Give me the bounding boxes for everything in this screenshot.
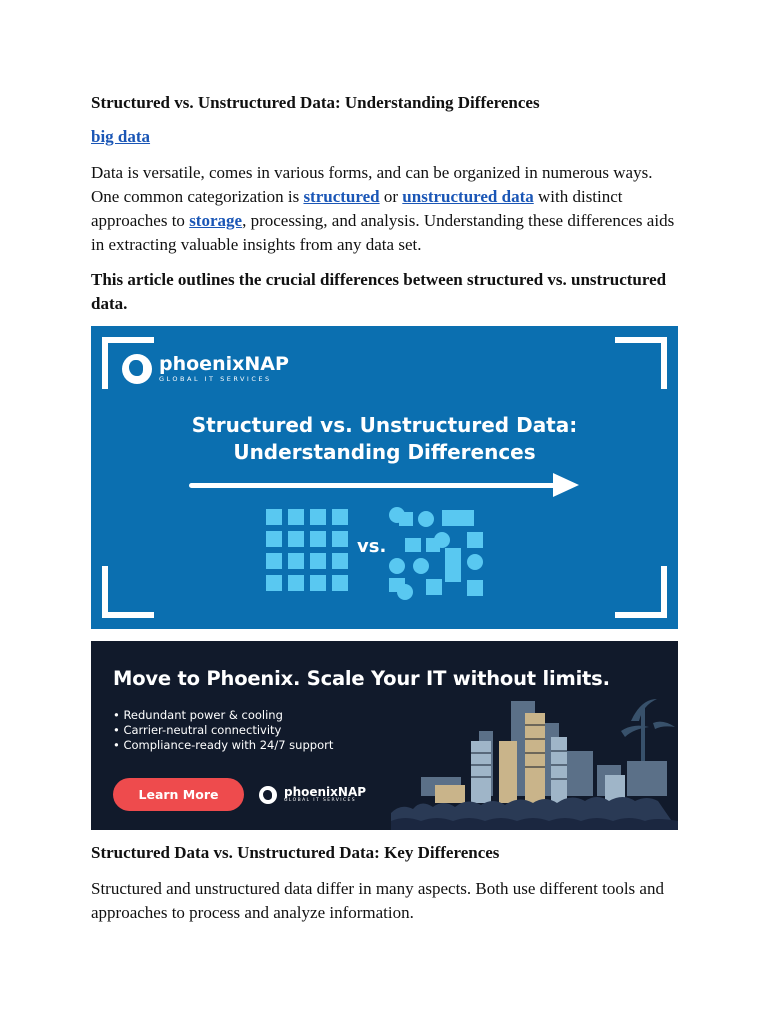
- intro-text-4: , processing, and analysis. Understanding these differences aids in extracting valuable insights from any data set.: [91, 211, 675, 254]
- lead-paragraph: This article outlines the crucial differences between structured vs. unstructured data.: [91, 270, 667, 313]
- arrow-icon: [189, 483, 559, 488]
- frame-corner-top-right: [615, 337, 667, 389]
- intro-paragraph: [91, 161, 681, 257]
- hero-banner-title: [91, 412, 678, 466]
- tag-link-big-data[interactable]: big data: [91, 127, 151, 146]
- intro-text-1: Data is versatile, comes in various forms, and can be organized in numerous ways. One common categorization is: [91, 163, 653, 206]
- phoenix-logo-icon: [259, 786, 277, 804]
- frame-corner-bottom-right: [615, 566, 667, 618]
- vs-label: vs.: [357, 536, 387, 557]
- intro-text-3: with distinct approaches to: [91, 187, 623, 230]
- logo-subtitle: GLOBAL IT SERVICES: [159, 375, 272, 384]
- hero-title-line-2: Understanding Differences: [233, 440, 536, 464]
- section-heading: Structured Data vs. Unstructured Data: Key Differences: [91, 843, 500, 862]
- logo-brand: phoenixNAP: [284, 785, 367, 800]
- logo-brand: phoenixNAP: [159, 353, 289, 376]
- intro-text-2: or: [379, 187, 403, 206]
- storage-link[interactable]: storage: [189, 211, 243, 230]
- phoenixnap-logo-small: [259, 786, 366, 804]
- city-skyline-illustration: [391, 661, 678, 830]
- learn-more-button[interactable]: Learn More: [113, 778, 244, 811]
- frame-corner-bottom-left: [102, 566, 154, 618]
- unstructured-data-link[interactable]: unstructured data: [402, 187, 534, 206]
- ad-bullet-item: • Compliance-ready with 24/7 support: [113, 738, 333, 753]
- logo-subtitle: GLOBAL IT SERVICES: [284, 798, 357, 804]
- ad-bullet-list: [113, 708, 333, 753]
- section-paragraph: Structured and unstructured data differ in many aspects. Both use different tools and approaches to process and analyze information.: [91, 879, 664, 922]
- structured-link[interactable]: structured: [303, 187, 380, 206]
- phoenix-logo-icon: [122, 354, 152, 384]
- arrow-head-icon: [553, 473, 579, 497]
- article-title: Structured vs. Unstructured Data: Understanding Differences: [91, 93, 540, 112]
- ad-banner[interactable]: [91, 641, 678, 830]
- structured-grid-icon: [266, 509, 348, 591]
- phoenixnap-logo: [122, 354, 289, 384]
- ad-bullet-item: • Carrier-neutral connectivity: [113, 723, 333, 738]
- ad-bullet-item: • Redundant power & cooling: [113, 708, 333, 723]
- hero-title-line-1: Structured vs. Unstructured Data:: [191, 413, 578, 437]
- hero-banner-image: [91, 326, 678, 629]
- ad-headline: Move to Phoenix. Scale Your IT without limits.: [113, 667, 610, 690]
